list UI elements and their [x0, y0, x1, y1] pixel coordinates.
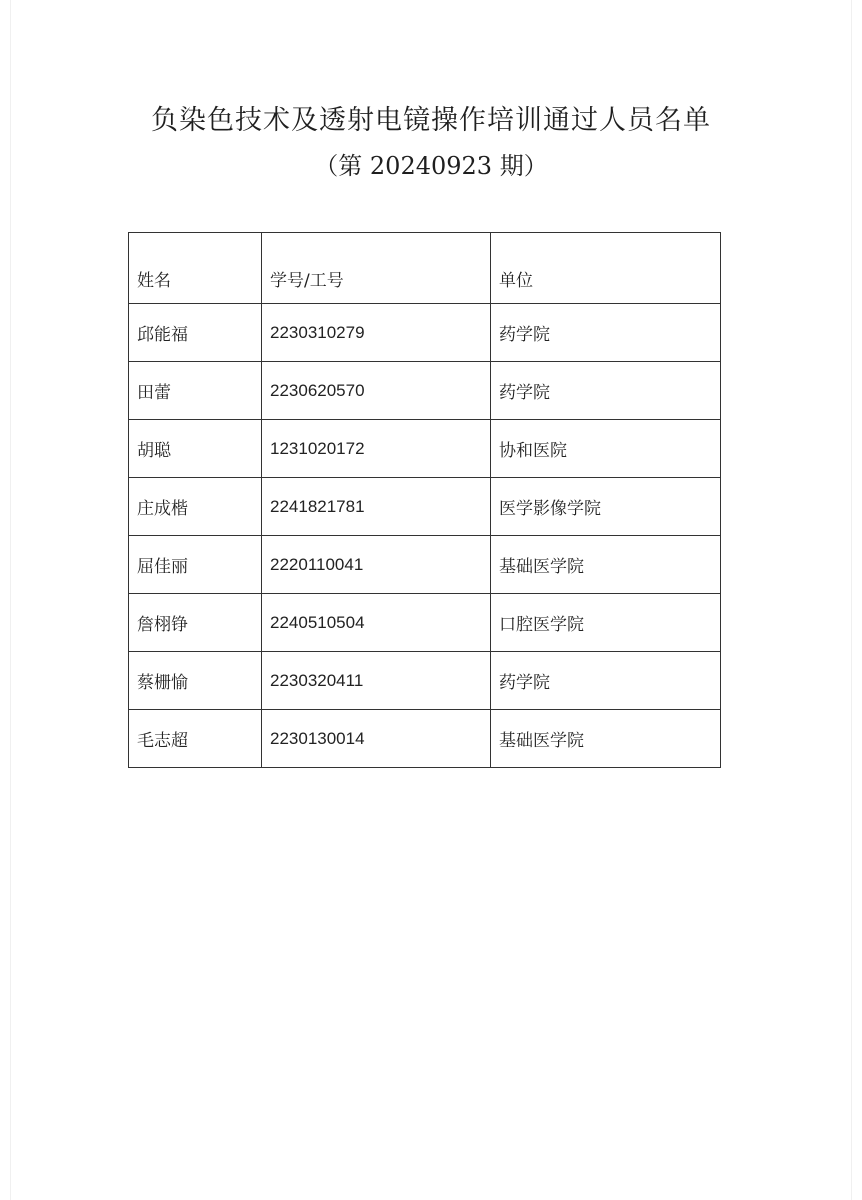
header-unit: 单位: [491, 233, 721, 304]
cell-name: 蔡栅愉: [129, 652, 262, 710]
cell-name: 田蕾: [129, 362, 262, 420]
cell-id: 2230620570: [262, 362, 491, 420]
document-subtitle: （第 20240923 期）: [314, 152, 548, 180]
cell-id: 2220110041: [262, 536, 491, 594]
table-header-row: [129, 233, 721, 304]
cell-name: 邱能福: [129, 304, 262, 362]
cell-id: 2240510504: [262, 594, 491, 652]
trainee-table: [128, 232, 721, 768]
cell-id: 2230310279: [262, 304, 491, 362]
header-name: 姓名: [129, 233, 262, 304]
cell-name: 詹栩铮: [129, 594, 262, 652]
cell-name: 毛志超: [129, 710, 262, 768]
cell-id: 2230130014: [262, 710, 491, 768]
cell-unit: 基础医学院: [491, 710, 721, 768]
table-row: [129, 362, 721, 420]
table-row: [129, 594, 721, 652]
cell-unit: 药学院: [491, 652, 721, 710]
table-row: [129, 420, 721, 478]
cell-name: 屈佳丽: [129, 536, 262, 594]
table-row: [129, 710, 721, 768]
cell-id: 2230320411: [262, 652, 491, 710]
cell-unit: 药学院: [491, 304, 721, 362]
table-row: [129, 478, 721, 536]
table-row: [129, 304, 721, 362]
cell-unit: 基础医学院: [491, 536, 721, 594]
cell-unit: 医学影像学院: [491, 478, 721, 536]
cell-name: 庄成楷: [129, 478, 262, 536]
table-row: [129, 652, 721, 710]
cell-unit: 协和医院: [491, 420, 721, 478]
table-row: [129, 536, 721, 594]
cell-id: 1231020172: [262, 420, 491, 478]
cell-unit: 口腔医学院: [491, 594, 721, 652]
cell-id: 2241821781: [262, 478, 491, 536]
document-title: 负染色技术及透射电镜操作培训通过人员名单: [151, 105, 711, 136]
cell-unit: 药学院: [491, 362, 721, 420]
cell-name: 胡聪: [129, 420, 262, 478]
header-id: 学号/工号: [262, 233, 491, 304]
